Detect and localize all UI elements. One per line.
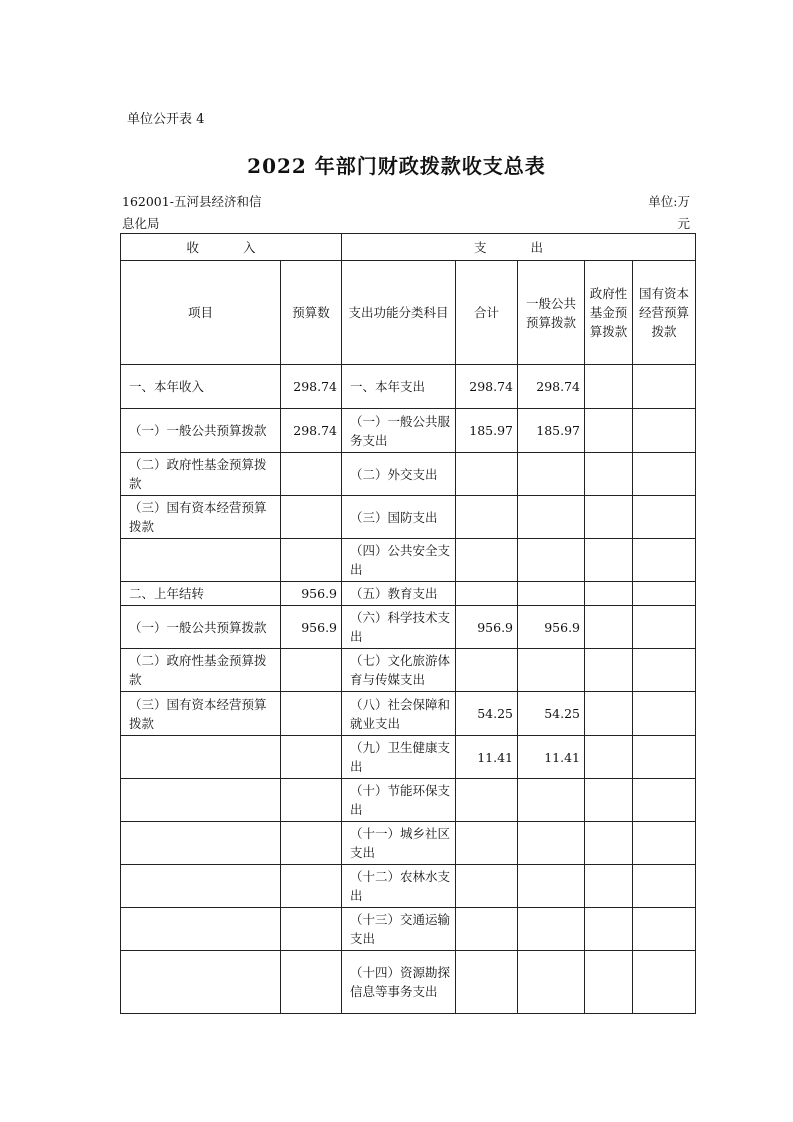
general-budget-cell: [518, 908, 585, 951]
table-row: [121, 606, 696, 649]
general-budget-cell: [518, 649, 585, 692]
general-budget-cell: 298.74: [518, 365, 585, 409]
budget-cell: [281, 453, 342, 496]
item-cell: [121, 822, 281, 865]
function-cell: （十四）资源勘探信息等事务支出: [342, 951, 456, 1014]
general-budget-cell: [518, 779, 585, 822]
general-budget-cell: [518, 582, 585, 606]
total-cell: 956.9: [456, 606, 518, 649]
budget-cell: [281, 822, 342, 865]
table-row: [121, 365, 696, 409]
general-budget-cell: [518, 951, 585, 1014]
item-header: 项目: [121, 261, 281, 365]
table-row: [121, 649, 696, 692]
item-cell: [121, 951, 281, 1014]
state-capital-cell: [633, 736, 696, 779]
general-budget-cell: [518, 822, 585, 865]
gov-fund-header: 政府性基金预算拨款: [585, 261, 633, 365]
total-cell: 298.74: [456, 365, 518, 409]
total-cell: [456, 951, 518, 1014]
gov-fund-cell: [585, 779, 633, 822]
function-cell: （一）一般公共服务支出: [342, 409, 456, 453]
gov-fund-cell: [585, 582, 633, 606]
total-cell: [456, 582, 518, 606]
gov-fund-cell: [585, 908, 633, 951]
total-header: 合计: [456, 261, 518, 365]
document-label: 单位公开表 4: [127, 112, 205, 127]
budget-cell: [281, 649, 342, 692]
item-cell: [121, 865, 281, 908]
budget-cell: 298.74: [281, 365, 342, 409]
total-cell: [456, 822, 518, 865]
table-row: [121, 692, 696, 736]
state-capital-cell: [633, 779, 696, 822]
budget-cell: [281, 692, 342, 736]
function-cell: （五）教育支出: [342, 582, 456, 606]
state-capital-cell: [633, 539, 696, 582]
item-cell: （一）一般公共预算拨款: [121, 606, 281, 649]
budget-summary-table: [120, 233, 696, 1014]
state-capital-cell: [633, 606, 696, 649]
function-cell: （八）社会保障和就业支出: [342, 692, 456, 736]
state-capital-cell: [633, 908, 696, 951]
item-cell: （二）政府性基金预算拨款: [121, 453, 281, 496]
table-row: [121, 865, 696, 908]
function-cell: （二）外交支出: [342, 453, 456, 496]
budget-cell: 298.74: [281, 409, 342, 453]
function-cell: （十一）城乡社区支出: [342, 822, 456, 865]
function-cell: 一、本年支出: [342, 365, 456, 409]
item-cell: 二、上年结转: [121, 582, 281, 606]
total-cell: [456, 453, 518, 496]
general-budget-cell: 956.9: [518, 606, 585, 649]
state-capital-cell: [633, 409, 696, 453]
table-row: [121, 908, 696, 951]
state-capital-cell: [633, 453, 696, 496]
budget-cell: [281, 951, 342, 1014]
total-cell: 11.41: [456, 736, 518, 779]
gov-fund-cell: [585, 736, 633, 779]
function-cell: （十）节能环保支出: [342, 779, 456, 822]
expense-header: 支 出: [342, 234, 696, 261]
table-row: [121, 951, 696, 1014]
state-capital-cell: [633, 496, 696, 539]
total-cell: [456, 496, 518, 539]
item-cell: [121, 779, 281, 822]
total-cell: 54.25: [456, 692, 518, 736]
budget-cell: [281, 908, 342, 951]
budget-cell: [281, 736, 342, 779]
state-capital-cell: [633, 649, 696, 692]
budget-cell: 956.9: [281, 606, 342, 649]
income-header: 收 入: [121, 234, 342, 261]
unit-label: 单位:万元: [648, 194, 690, 231]
table-row: [121, 539, 696, 582]
gov-fund-cell: [585, 692, 633, 736]
total-cell: 185.97: [456, 409, 518, 453]
table-row: [121, 409, 696, 453]
table-row: [121, 822, 696, 865]
general-budget-cell: 54.25: [518, 692, 585, 736]
header-row-2: [121, 261, 696, 365]
page-title: 2022 年部门财政拨款收支总表: [247, 154, 546, 178]
gov-fund-cell: [585, 496, 633, 539]
table-row: [121, 496, 696, 539]
function-cell: （六）科学技术支出: [342, 606, 456, 649]
item-cell: [121, 736, 281, 779]
function-cell: （十二）农林水支出: [342, 865, 456, 908]
function-cell: （七）文化旅游体育与传媒支出: [342, 649, 456, 692]
general-budget-header: 一般公共预算拨款: [518, 261, 585, 365]
function-cell: （四）公共安全支出: [342, 539, 456, 582]
header-row-1: [121, 234, 696, 261]
gov-fund-cell: [585, 649, 633, 692]
function-cell: （三）国防支出: [342, 496, 456, 539]
gov-fund-cell: [585, 951, 633, 1014]
table-row: [121, 779, 696, 822]
total-cell: [456, 539, 518, 582]
item-cell: [121, 908, 281, 951]
general-budget-cell: [518, 865, 585, 908]
table-row: [121, 582, 696, 606]
function-header: 支出功能分类科目: [342, 261, 456, 365]
organization-name: 162001-五河县经济和信息化局: [122, 194, 262, 231]
total-cell: [456, 865, 518, 908]
budget-cell: [281, 779, 342, 822]
gov-fund-cell: [585, 865, 633, 908]
table-row: [121, 453, 696, 496]
state-capital-cell: [633, 951, 696, 1014]
budget-cell: [281, 539, 342, 582]
general-budget-cell: [518, 539, 585, 582]
state-capital-cell: [633, 582, 696, 606]
gov-fund-cell: [585, 453, 633, 496]
state-capital-cell: [633, 822, 696, 865]
function-cell: （九）卫生健康支出: [342, 736, 456, 779]
item-cell: 一、本年收入: [121, 365, 281, 409]
gov-fund-cell: [585, 539, 633, 582]
budget-header: 预算数: [281, 261, 342, 365]
budget-cell: [281, 865, 342, 908]
total-cell: [456, 908, 518, 951]
table-row: [121, 736, 696, 779]
gov-fund-cell: [585, 606, 633, 649]
general-budget-cell: [518, 496, 585, 539]
function-cell: （十三）交通运输支出: [342, 908, 456, 951]
item-cell: （三）国有资本经营预算拨款: [121, 496, 281, 539]
state-capital-cell: [633, 692, 696, 736]
item-cell: （三）国有资本经营预算拨款: [121, 692, 281, 736]
general-budget-cell: [518, 453, 585, 496]
total-cell: [456, 779, 518, 822]
general-budget-cell: 11.41: [518, 736, 585, 779]
state-capital-header: 国有资本经营预算拨款: [633, 261, 696, 365]
gov-fund-cell: [585, 365, 633, 409]
gov-fund-cell: [585, 409, 633, 453]
item-cell: （二）政府性基金预算拨款: [121, 649, 281, 692]
total-cell: [456, 649, 518, 692]
state-capital-cell: [633, 365, 696, 409]
budget-cell: [281, 496, 342, 539]
general-budget-cell: 185.97: [518, 409, 585, 453]
budget-cell: 956.9: [281, 582, 342, 606]
gov-fund-cell: [585, 822, 633, 865]
item-cell: [121, 539, 281, 582]
item-cell: （一）一般公共预算拨款: [121, 409, 281, 453]
state-capital-cell: [633, 865, 696, 908]
